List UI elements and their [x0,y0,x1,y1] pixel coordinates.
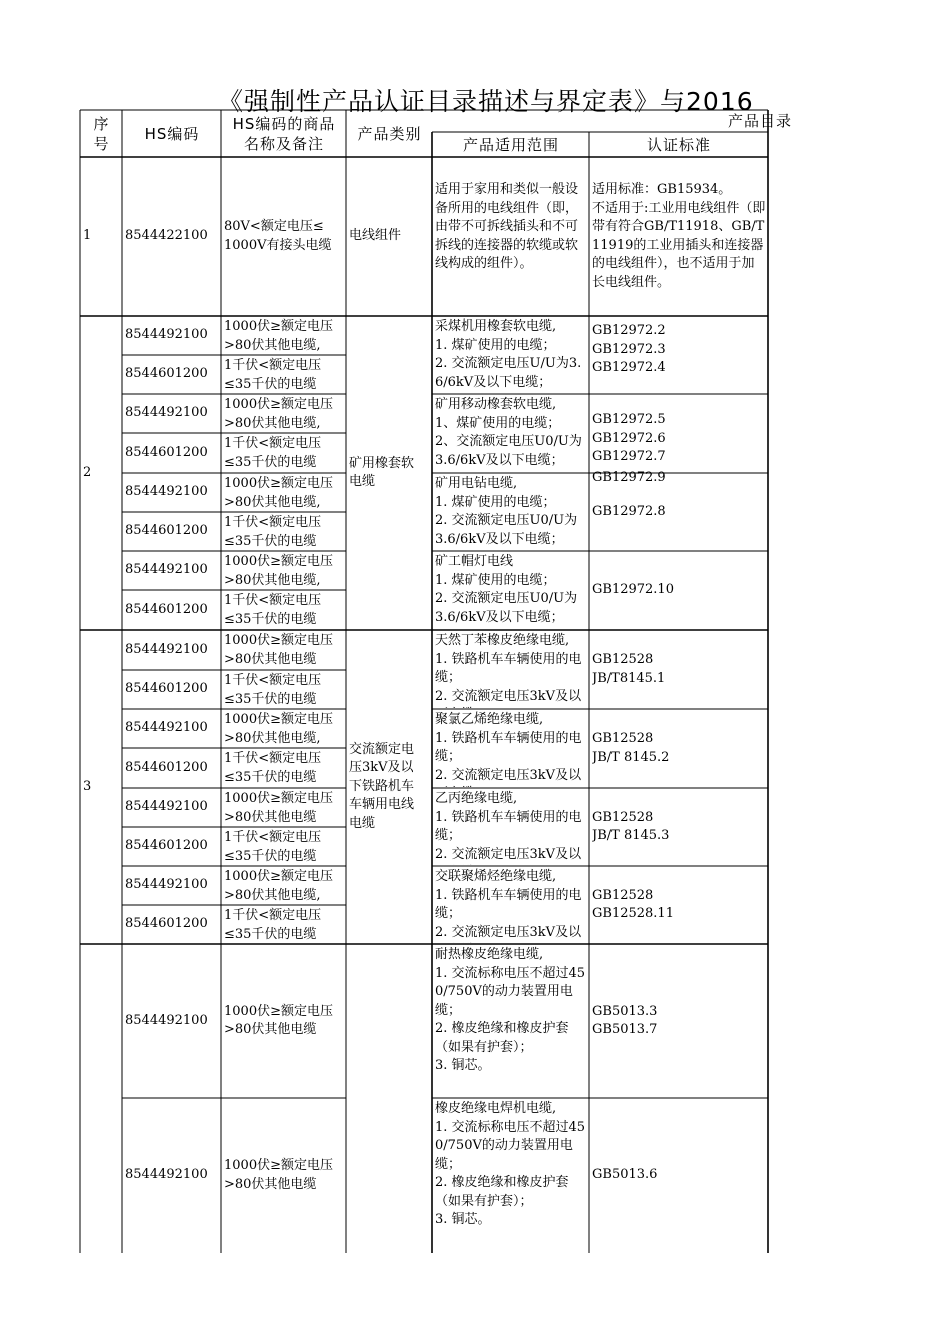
standard-cell: GB5013.6 [592,1167,658,1183]
hs-code-cell: 8544492100 [125,1167,208,1183]
hs-name-cell: 1000伏≥额定电压 >80伏其他电缆 [224,633,333,667]
header-hs-code: HS编码 [144,124,200,143]
page-title: 《强制性产品认证目录描述与界定表》与2016 [218,87,754,116]
scope-cell: 矿用电钻电缆, 1. 煤矿使用的电缆； 2. 交流额定电压U0/U为3.6/6kV及以下电缆； [435,476,578,547]
scope-cell: 聚氯乙烯绝缘电缆, 1. 铁路机车车辆使用的电缆； 2. 交流额定电压3kV及以 [435,712,582,783]
hs-code-cell: 8544492100 [125,720,208,736]
standard-cell: GB12972.2 GB12972.3 GB12972.4 [592,323,666,375]
hs-code-cell: 8544601200 [125,444,208,460]
scope-cell: 耐热橡皮绝缘电缆, 1. 交流标称电压不超过450/750V的动力装置用电缆； 2. 橡皮绝缘和橡皮护套（如果有护套）； 3. 铜芯。 [435,947,586,1073]
group-seq: 2 [83,464,92,480]
header-scope: 产品适用范围 [462,135,559,154]
standard-cell: GB12528 JB/T 8145.3 [592,809,670,843]
hs-code-cell: 8544492100 [125,484,208,500]
hs-code-cell: 8544492100 [125,562,208,578]
hs-code-cell: 8544601200 [125,759,208,775]
hs-code-cell: 8544601200 [125,916,208,932]
scope-cell: 矿用移动橡套软电缆, 1、煤矿使用的电缆； 2、交流额定电压U0/U为3.6/6kV及以下电缆； [435,397,582,468]
group-seq: 1 [83,228,92,244]
hs-name-cell: 1千伏<额定电压 ≤35千伏的电缆 [224,673,322,707]
hs-code-cell: 8544492100 [125,799,208,815]
hs-name-cell: 1千伏<额定电压 ≤35千伏的电缆 [224,436,322,470]
standard-cell: GB5013.3 GB5013.7 [592,1003,658,1037]
hs-code-cell: 8544492100 [125,327,208,343]
scope-cell: 采煤机用橡套软电缆, 1. 煤矿使用的电缆； 2. 交流额定电压U/U为3.6/6kV及以下电缆； [435,319,582,390]
group-category: 电线组件 [349,228,402,244]
hs-name-cell: 1千伏<额定电压 ≤35千伏的电缆 [224,593,322,627]
hs-code-cell: 8544601200 [125,601,208,617]
hs-name-cell: 1千伏<额定电压 ≤35千伏的电缆 [224,830,322,864]
standard-cell: GB12528 GB12528.11 [592,887,674,921]
hs-name-cell: 1000伏≥额定电压 >80伏其他电缆 [224,791,333,825]
scope-cell: 乙丙绝缘电缆, 1. 铁路机车车辆使用的电缆； 2. 交流额定电压3kV及以 [435,791,582,862]
standard-cell: 适用标准：GB15934。 不适用于:工业用电线组件（即带有符合GB/T11918、GB/T11919的工业用插头和连接器的电线组件），也不适用于加长电线组件。 [592,182,766,290]
hs-name-cell: 1000伏≥额定电压 >80伏其他电缆, [224,476,333,510]
standard-cell: GB12528 JB/T8145.1 [592,652,666,686]
hs-name-cell: 1000伏≥额定电压 >80伏其他电缆 [224,1158,333,1192]
header-category: 产品类别 [357,124,422,143]
hs-name-cell: 80V<额定电压≤ 1000V有接头电缆 [224,219,332,253]
hs-name-cell: 1000伏≥额定电压 >80伏其他电缆, [224,869,333,903]
hs-name-cell: 1000伏≥额定电压 >80伏其他电缆, [224,712,333,746]
standard-cell: GB12972.10 [592,582,674,598]
hs-name-cell: 1千伏<额定电压 ≤35千伏的电缆 [224,358,322,392]
scope-cell: 适用于家用和类似一般设备所用的电线组件（即，由带不可拆线插头和不可拆线的连接器的软缆或软线构成的组件）。 [435,182,579,271]
scope-cell: 天然丁苯橡皮绝缘电缆, 1. 铁路机车车辆使用的电缆； 2. 交流额定电压3kV及以 [435,633,582,704]
hs-name-cell: 1000伏≥额定电压 >80伏其他电缆, [224,319,333,353]
scope-cell: 交联聚烯烃绝缘电缆, 1. 铁路机车车辆使用的电缆； 2. 交流额定电压3kV及以 [435,869,582,940]
hs-name-cell: 1000伏≥额定电压 >80伏其他电缆, [224,554,333,588]
standard-cell: GB12528 JB/T 8145.2 [592,731,670,765]
hs-name-cell: 1000伏≥额定电压 >80伏其他电缆, [224,397,333,431]
hs-code-cell: 8544492100 [125,1012,208,1028]
header-catalog: 产品目录 [728,112,793,130]
hs-code-cell: 8544422100 [125,228,208,244]
hs-code-cell: 8544492100 [125,877,208,893]
hs-name-cell: 1千伏<额定电压 ≤35千伏的电缆 [224,515,322,549]
hs-code-cell: 8544601200 [125,523,208,539]
hs-code-cell: 8544492100 [125,641,208,657]
standard-cell: GB12972.8 [592,503,666,519]
group-category: 交流额定电 压3kV及以 下铁路机车 车辆用电线 电缆 [349,741,415,831]
hs-code-cell: 8544492100 [125,405,208,421]
hs-name-cell: 1千伏<额定电压 ≤35千伏的电缆 [224,908,322,942]
hs-name-cell: 1千伏<额定电压 ≤35千伏的电缆 [224,751,322,785]
standard-cell: GB12972.5 GB12972.6 GB12972.7 [592,412,666,464]
scope-cell: 矿工帽灯电线 1. 煤矿使用的电缆； 2. 交流额定电压U0/U为3.6/6kV及以下电缆； [435,554,578,625]
hs-code-cell: 8544601200 [125,838,208,854]
scope-cell: 橡皮绝缘电焊机电缆, 1. 交流标称电压不超过450/750V的动力装置用电缆； 2. 橡皮绝缘和橡皮护套（如果有护套）； 3. 铜芯。 [435,1101,586,1227]
hs-code-cell: 8544601200 [125,681,208,697]
group-seq: 3 [83,778,92,794]
header-seq: 序 号 [93,114,110,153]
hs-name-cell: 1000伏≥额定电压 >80伏其他电缆 [224,1003,333,1037]
standard-cell: GB12972.9 [592,470,666,485]
hs-code-cell: 8544601200 [125,366,208,382]
group-category: 矿用橡套软 电缆 [349,455,415,489]
header-standard: 认证标准 [646,135,711,154]
header-hs-name: HS编码的商品 名称及备注 [232,114,336,153]
